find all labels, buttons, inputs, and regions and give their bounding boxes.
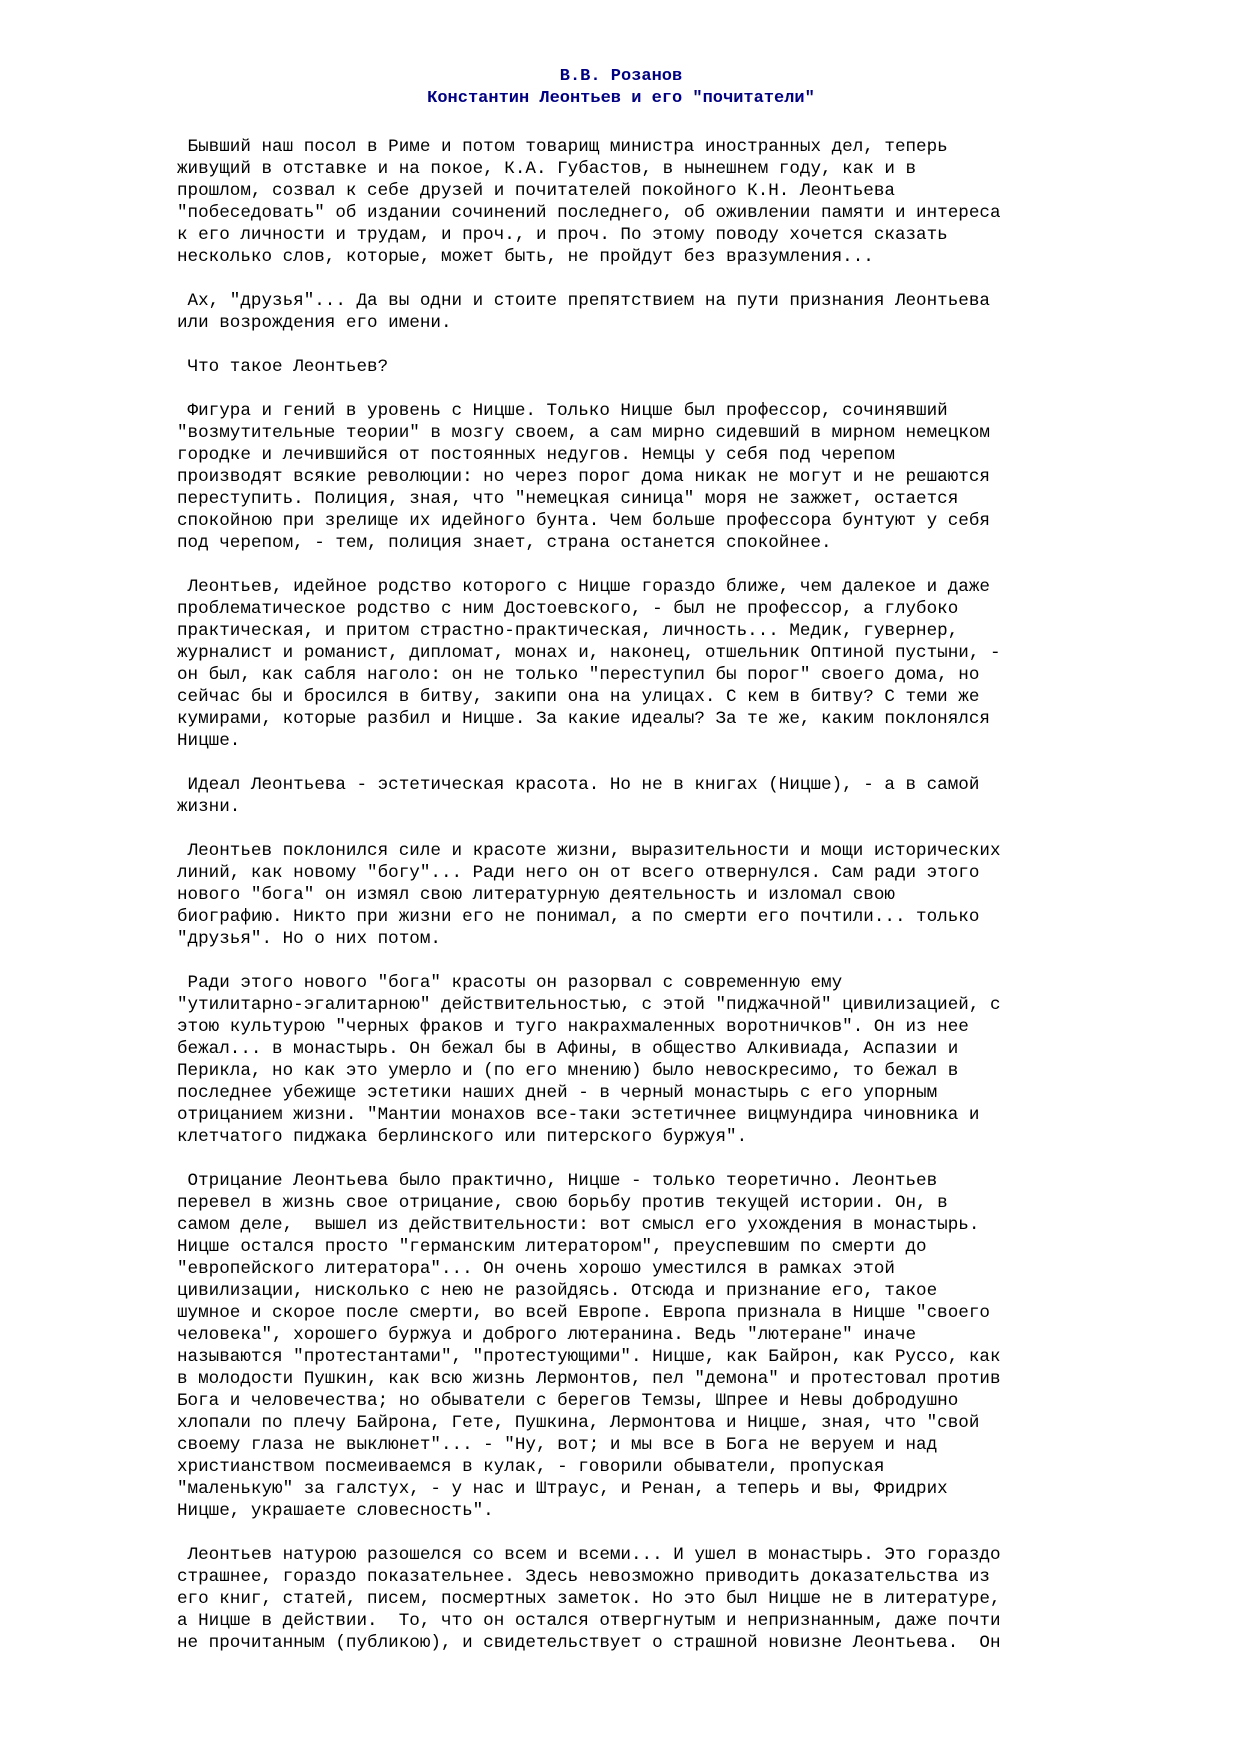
paragraph: Ради этого нового "бога" красоты он разорвал с современную ему "утилитарно-эгалитарною" действительностью, с этой "пиджачной" цивилизацией, с этою культурою "черных фраков и туго накрахмаленных воротничков". Он из нее бежал... в монастырь. Он бежал бы в Афины, в общество Алкивиада, Аспазии и Перикла, но как это умерло и (по его мнению) было невоскресимо, то бежал в последнее убежище эстетики наших дней - в черный монастырь с его упорным отрицанием жизни. "Мантии монахов все-таки эстетичнее вицмундира чиновника и клетчатого пиджака берлинского или питерского буржуя".: [177, 973, 1001, 1147]
paragraph: Леонтьев натурою разошелся со всем и всеми... И ушел в монастырь. Это гораздо страшнее, гораздо показательнее. Здесь невозможно приводить доказательства из его книг, статей, писем, посмертных заметок. Но это был Ницше не в литературе, а Ницше в действии. То, что он остался отвергнутым и непризнанным, даже почти не прочитанным (публикою), и свидетельствует о страшной новизне Леонтьева. Он: [177, 1545, 1001, 1653]
paragraph: Идеал Леонтьева - эстетическая красота. Но не в книгах (Ницше), - а в самой жизни.: [177, 775, 980, 817]
paragraph: Леонтьев, идейное родство которого с Ницше гораздо ближе, чем далекое и даже проблематическое родство с ним Достоевского, - был не профессор, а глубоко практическая, и притом страстно-практическая, личность... Медик, гувернер, журналист и романист, дипломат, монах и, наконец, отшельник Оптиной пустыни, - он был, как сабля наголо: он не только "переступил бы порог" своего дома, но сейчас бы и бросился в битву, закипи она на улицах. С кем в битву? С теми же кумирами, которые разбил и Ницше. За какие идеалы? За те же, каким поклонялся Ницше.: [177, 577, 1001, 751]
document-body: [177, 136, 1177, 1676]
paragraph: Фигура и гений в уровень с Ницше. Только Ницше был профессор, сочинявший "возмутительные теории" в мозгу своем, а сам мирно сидевший в мирном немецком городке и лечившийся от постоянных недугов. Немцы у себя под черепом производят всякие революции: но через порог дома никак не могут и не решаются переступить. Полиция, зная, что "немецкая синица" моря не зажжет, остается спокойною при зрелище их идейного бунта. Чем больше профессора бунтуют у себя под черепом, - тем, полиция знает, страна останется спокойнее.: [177, 401, 990, 553]
paragraph: Леонтьев поклонился силе и красоте жизни, выразительности и мощи исторических линий, как новому "богу"... Ради него он от всего отвернулся. Сам ради этого нового "бога" он измял свою литературную деятельность и изломал свою биографию. Никто при жизни его не понимал, а по смерти его почтили... только "друзья". Но о них потом.: [177, 841, 1001, 949]
paragraph: Ах, "друзья"... Да вы одни и стоите препятствием на пути признания Леонтьева или возрождения его имени.: [177, 291, 990, 333]
paragraph: Бывший наш посол в Риме и потом товарищ министра иностранных дел, теперь живущий в отставке и на покое, К.А. Губастов, в нынешнем году, как и в прошлом, созвал к себе друзей и почитателей покойного К.Н. Леонтьева "побеседовать" об издании сочинений последнего, об оживлении памяти и интереса к его личности и трудам, и проч., и проч. По этому поводу хочется сказать несколько слов, которые, может быть, не пройдут без вразумления...: [177, 137, 1001, 267]
paragraph: Отрицание Леонтьева было практично, Ницше - только теоретично. Леонтьев перевел в жизнь свое отрицание, свою борьбу против текущей истории. Он, в самом деле, вышел из действительности: вот смысл его ухождения в монастырь. Ницше остался просто "германским литератором", преуспевшим по смерти до "европейского литератора"... Он очень хорошо уместился в рамках этой цивилизации, нисколько с нею не разойдясь. Отсюда и признание его, такое шумное и скорое после смерти, во всей Европе. Европа признала в Ницше "своего человека", хорошего буржуа и доброго лютеранина. Ведь "лютеране" иначе называются "протестантами", "протестующими". Ницше, как Байрон, как Руссо, как в молодости Пушкин, как всю жизнь Лермонтов, пел "демона" и протестовал против Бога и человечества; но обыватели с берегов Темзы, Шпрее и Невы добродушно хлопали по плечу Байрона, Гете, Пушкина, Лермонтова и Ницше, зная, что "свой своему глаза не выклюнет"... - "Ну, вот; и мы все в Бога не веруем и над христианством посмеиваемся в кулак, - говорили обыватели, пропуская "маленькую" за галстух, - у нас и Штраус, и Ренан, а теперь и вы, Фридрих Ницше, украшаете словесность".: [177, 1171, 1001, 1521]
document-author: В.В. Розанов: [559, 67, 683, 86]
document-title: Константин Леонтьев и его "почитатели": [427, 89, 815, 108]
paragraph: Что такое Леонтьев?: [177, 357, 389, 377]
